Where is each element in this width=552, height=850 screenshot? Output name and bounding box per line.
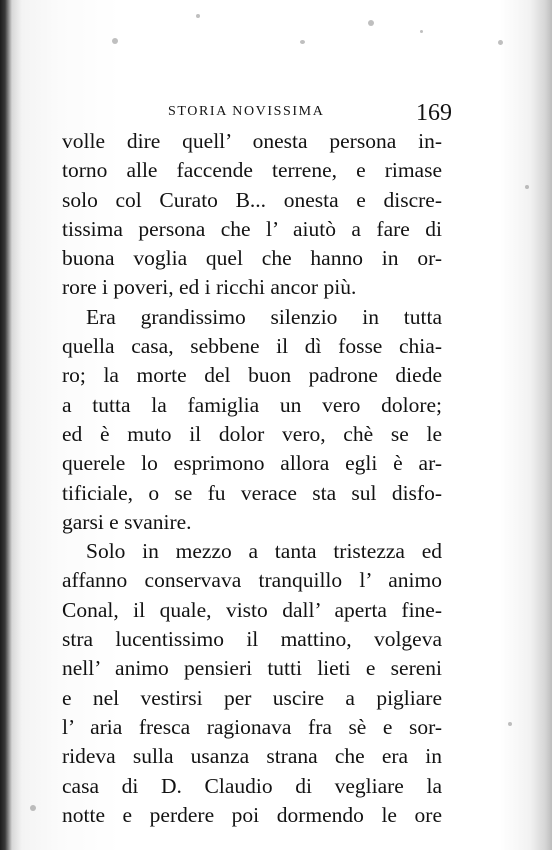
paragraph-start-line: Era grandissimo silenzio in tutta [86, 304, 442, 329]
paper-speck [196, 14, 200, 18]
paper-speck [498, 40, 503, 45]
text-line: tificiale, o se fu verace sta sul disfo- [62, 480, 442, 505]
text-line: ro; la morte del buon padrone diede [62, 363, 442, 388]
text-line: volle dire quell’ onesta persona in- [62, 129, 442, 153]
paper-speck [300, 40, 305, 44]
paper-speck [30, 805, 36, 811]
text-line: ed è muto il dolor vero, chè se le [62, 421, 442, 446]
text-line: torno alle faccende terrene, e rimase [62, 158, 442, 183]
text-line: quella casa, sebbene il dì fosse chia- [62, 334, 442, 359]
text-line: tissima persona che l’ aiutò a fare di [62, 216, 442, 241]
text-line: rore i poveri, ed i ricchi ancor più. [62, 275, 357, 300]
paper-speck [525, 185, 529, 189]
paragraph-start-line: Solo in mezzo a tanta tristezza ed [86, 539, 442, 564]
text-line: l’ aria fresca ragionava fra sè e sor- [62, 714, 442, 739]
running-header [168, 100, 468, 130]
paper-speck [112, 38, 118, 44]
text-line: solo col Curato B... onesta e discre- [62, 187, 442, 212]
text-line: querele lo esprimono allora egli è ar- [62, 451, 442, 476]
text-line: notte e perdere poi dormendo le ore [62, 802, 442, 827]
text-line: rideva sulla usanza strana che era in [62, 744, 442, 769]
text-line: affanno conservava tranquillo l’ animo [62, 568, 442, 593]
text-line: e nel vestirsi per uscire a pigliare [62, 685, 442, 710]
text-line: garsi e svanire. [62, 509, 192, 534]
text-line: stra lucentissimo il mattino, volgeva [62, 627, 442, 652]
text-line: nell’ animo pensieri tutti lieti e sereni [62, 656, 442, 681]
text-line: buona voglia quel che hanno in or- [62, 246, 442, 271]
body-text [62, 127, 442, 830]
text-line: a tutta la famiglia un vero dolore; [62, 392, 442, 417]
paper-speck [420, 30, 423, 33]
paper-speck [508, 722, 512, 726]
text-line: Conal, il quale, visto dall’ aperta fine- [62, 597, 442, 622]
paper-speck [368, 20, 374, 26]
running-title: STORIA NOVISSIMA [168, 104, 325, 119]
text-line: casa di D. Claudio di vegliare la [62, 773, 442, 798]
page-number: 169 [416, 100, 452, 126]
